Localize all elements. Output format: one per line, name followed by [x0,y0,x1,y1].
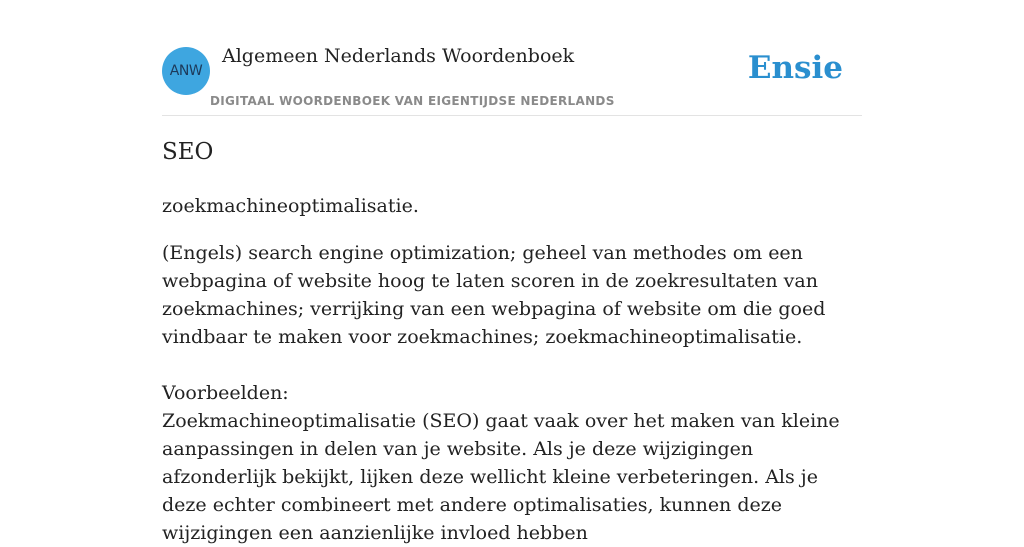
anw-logo[interactable]: ANW [162,47,210,95]
dictionary-subtitle: DIGITAAL WOORDENBOEK VAN EIGENTIJDSE NEDERLANDS [210,94,615,108]
ensie-logo[interactable]: Ensie [747,50,843,86]
site-header [162,0,862,116]
content-container [162,0,862,544]
short-definition: zoekmachineoptimalisatie. [162,195,419,217]
dictionary-title[interactable]: Algemeen Nederlands Woordenboek [222,45,575,67]
long-definition: (Engels) search engine optimization; geheel van methodes om een webpagina of website hoog te laten scoren in de zoekresultaten van zoekmachines; verrijking van een webpagina of website om die goed vindbaar te maken voor zoekmachines; zoekmachineoptimalisatie. [162,242,826,348]
examples-label: Voorbeelden: [162,382,289,404]
entry-headword: SEO [162,139,214,165]
example-text: Zoekmachineoptimalisatie (SEO) gaat vaak over het maken van kleine aanpassingen in delen van je website. Als je deze wijzigingen afzonderlijk bekijkt, lijken deze wellicht kleine verbeteringen. Als je deze echter combineert met andere optimalisaties, kunnen deze wijzigingen een aanzienlijke invloed hebben [162,410,840,544]
